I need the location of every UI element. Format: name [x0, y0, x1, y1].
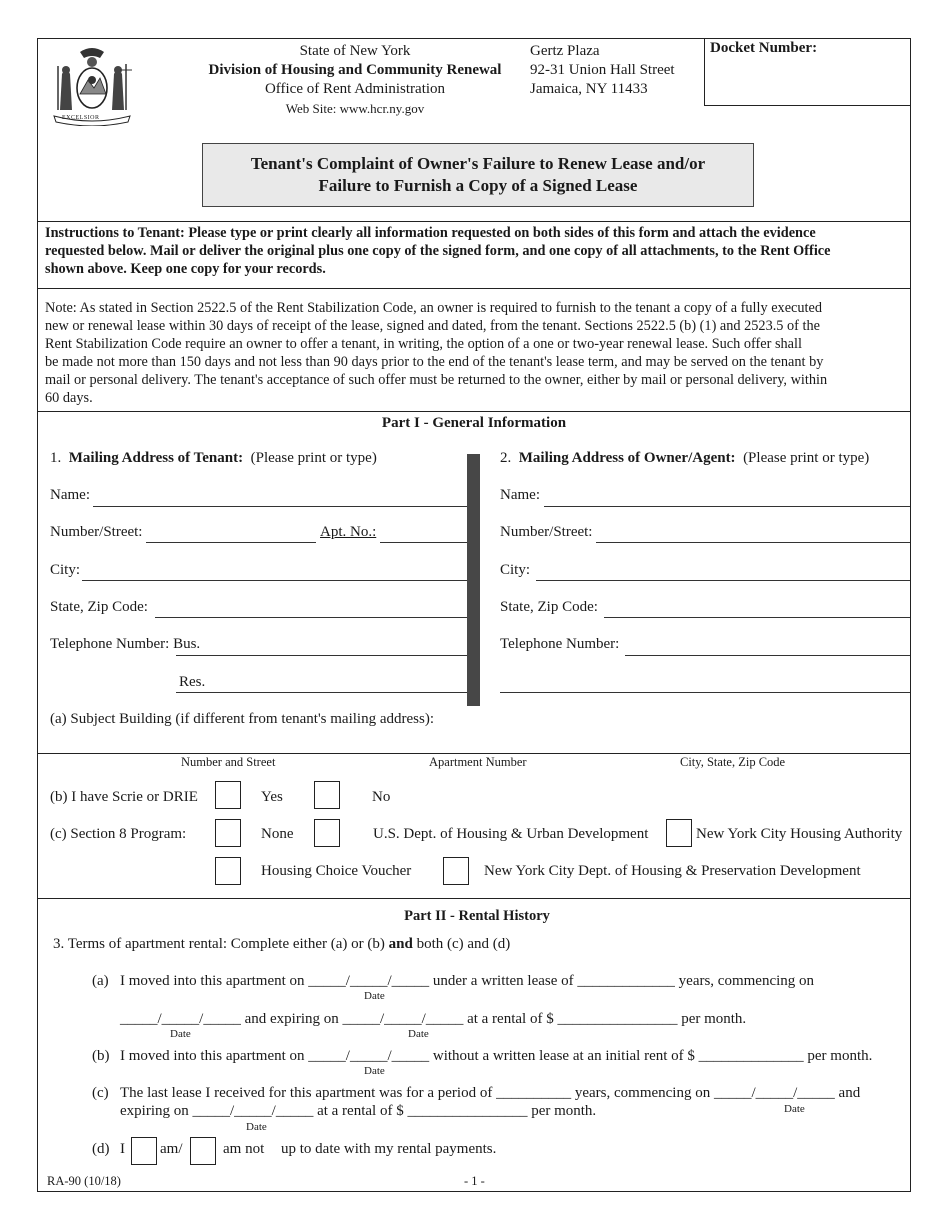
scrie-yes-label: Yes	[261, 789, 283, 805]
address-line-3: Jamaica, NY 11433	[530, 81, 648, 97]
form-title	[202, 143, 754, 207]
tenant-tel-res-field[interactable]	[176, 692, 467, 693]
docket-number-box[interactable]	[704, 38, 911, 106]
date-caption: Date	[170, 1028, 191, 1040]
tenant-city-label: City:	[50, 562, 81, 578]
scrie-label: (b) I have Scrie or DRIE	[50, 789, 198, 805]
office-address	[530, 42, 675, 99]
owner-address-heading	[500, 450, 869, 467]
note-line: be made not more than 150 days and not less than 90 days prior to the end of the tenant's lease term, and may be served on the tenant by	[45, 354, 824, 370]
date-caption: Date	[364, 1065, 385, 1077]
subject-building-label: (a) Subject Building (if different from tenant's mailing address):	[50, 711, 434, 727]
page-number: - 1 -	[464, 1174, 485, 1188]
section-number: 1.	[50, 450, 62, 466]
tenant-apt-field[interactable]	[380, 542, 467, 543]
ny-state-seal-icon	[44, 44, 140, 126]
title-line-2: Failure to Furnish a Copy of a Signed Lease	[318, 176, 638, 195]
col-city-label: City, State, Zip Code	[680, 755, 786, 769]
owner-tel-label: Telephone Number:	[500, 636, 620, 652]
note-line: 60 days.	[45, 390, 93, 406]
section8-label: (c) Section 8 Program:	[50, 826, 187, 842]
section8-nycha-label: New York City Housing Authority	[696, 826, 903, 842]
tenant-state-zip-field[interactable]	[155, 617, 467, 618]
instructions-line: shown above. Keep one copy for your records.	[45, 261, 326, 277]
hint: (Please print or type)	[250, 450, 377, 466]
address-line-1: Gertz Plaza	[530, 43, 600, 59]
tenant-street-field[interactable]	[146, 542, 316, 543]
form-id: RA-90 (10/18)	[47, 1174, 121, 1188]
tenant-name-label: Name:	[50, 487, 90, 503]
q3b-label: (b)	[92, 1048, 110, 1064]
note	[45, 299, 903, 407]
tenant-apt-label: Apt. No.:	[320, 524, 377, 540]
divider	[37, 221, 911, 222]
hint: (Please print or type)	[743, 450, 870, 466]
note-line: Note: As stated in Section 2522.5 of the Rent Stabilization Code, an owner is required to furnish to the tenant a copy of a fully executed	[45, 300, 823, 316]
q3d-label: (d)	[92, 1141, 110, 1157]
date-caption: Date	[364, 990, 385, 1002]
q3a-line-2[interactable]: _____/_____/_____ and expiring on _____/_____/_____ at a rental of $ ________________ per month.	[120, 1011, 747, 1027]
title-line-1: Tenant's Complaint of Owner's Failure to Renew Lease and/or	[250, 154, 706, 173]
heading: Mailing Address of Tenant:	[68, 450, 244, 466]
am-not-label: am not	[223, 1141, 265, 1157]
note-line: mail or personal delivery. The tenant's acceptance of such offer must be returned to the owner, either by mail or personal delivery, within	[45, 372, 828, 388]
owner-street-field[interactable]	[596, 542, 910, 543]
q3-and: and	[388, 936, 413, 952]
q3d-i: I	[120, 1141, 125, 1157]
scrie-no-label: No	[372, 789, 391, 805]
instructions-line: requested below. Mail or deliver the original plus one copy of the signed form, and one copy of all attachments, to the Rent Office	[45, 243, 831, 259]
q3a-line-1[interactable]: I moved into this apartment on _____/_____/_____ under a written lease of _____________ years, commencing on	[120, 973, 815, 989]
divider	[37, 288, 911, 289]
section8-hud-label: U.S. Dept. of Housing & Urban Development	[373, 826, 649, 842]
date-caption: Date	[246, 1121, 267, 1133]
am-not-checkbox[interactable]	[190, 1137, 216, 1165]
section8-hcv-label: Housing Choice Voucher	[261, 863, 412, 879]
owner-name-label: Name:	[500, 487, 540, 503]
owner-name-field[interactable]	[544, 506, 910, 507]
website: Web Site: www.hcr.ny.gov	[285, 101, 425, 116]
instructions	[45, 224, 903, 278]
part2-title: Part II - Rental History	[404, 908, 550, 924]
tenant-address-heading	[50, 450, 377, 467]
owner-state-zip-label: State, Zip Code:	[500, 599, 598, 615]
note-line: new or renewal lease within 30 days of receipt of the lease, signed and dated, from the tenant. Sections 2522.5 (b) (1) and 2523.5 of the	[45, 318, 820, 334]
tenant-tel-res-label: Res.	[179, 674, 206, 690]
q3-text-end: both (c) and (d)	[416, 936, 511, 952]
tenant-street-label: Number/Street:	[50, 524, 143, 540]
q3c-line-1[interactable]: The last lease I received for this apartment was for a period of __________ years, commencing on _____/_____/_____ and	[120, 1085, 861, 1101]
q3-text: 3. Terms of apartment rental: Complete either (a) or (b)	[53, 936, 385, 952]
agency-header	[190, 42, 520, 118]
instructions-line: Instructions to Tenant: Please type or print clearly all information requested on both sides of this form and attach the evidence	[45, 225, 816, 241]
section8-nycha-checkbox[interactable]	[666, 819, 692, 847]
subject-building-field[interactable]	[37, 753, 911, 754]
owner-state-zip-field[interactable]	[604, 617, 910, 618]
section8-hcv-checkbox[interactable]	[215, 857, 241, 885]
column-separator	[467, 454, 480, 706]
col-apt-label: Apartment Number	[429, 755, 527, 769]
tenant-tel-bus-label: Telephone Number: Bus.	[50, 636, 201, 652]
owner-city-label: City:	[500, 562, 531, 578]
section8-none-checkbox[interactable]	[215, 819, 241, 847]
q3c-line-2[interactable]: expiring on _____/_____/_____ at a rental of $ ________________ per month.	[120, 1103, 597, 1119]
section8-hpd-checkbox[interactable]	[443, 857, 469, 885]
divider	[37, 898, 911, 899]
date-caption: Date	[784, 1103, 805, 1115]
tenant-state-zip-label: State, Zip Code:	[50, 599, 148, 615]
q3d-rest: up to date with my rental payments.	[281, 1141, 497, 1157]
q3a-label: (a)	[92, 973, 109, 989]
q3c-label: (c)	[92, 1085, 109, 1101]
division-name: Division of Housing and Community Renewal	[208, 62, 502, 78]
section8-hud-checkbox[interactable]	[314, 819, 340, 847]
section8-hpd-label: New York City Dept. of Housing & Preservation Development	[484, 863, 861, 879]
heading: Mailing Address of Owner/Agent:	[518, 450, 736, 466]
section8-none-label: None	[261, 826, 294, 842]
section-number: 2.	[500, 450, 512, 466]
owner-city-field[interactable]	[536, 580, 910, 581]
date-caption: Date	[408, 1028, 429, 1040]
am-checkbox[interactable]	[131, 1137, 157, 1165]
q3-intro	[53, 936, 510, 953]
tenant-name-field[interactable]	[93, 506, 467, 507]
office-name: Office of Rent Administration	[264, 81, 446, 97]
part1-title: Part I - General Information	[381, 415, 567, 431]
owner-tel-field[interactable]	[625, 655, 910, 656]
scrie-yes-checkbox[interactable]	[215, 781, 241, 809]
docket-label: Docket Number:	[710, 40, 818, 56]
address-line-2: 92-31 Union Hall Street	[530, 62, 675, 78]
col-street-label: Number and Street	[181, 755, 276, 769]
seal-motto: EXCELSIOR	[62, 115, 100, 121]
owner-street-label: Number/Street:	[500, 524, 593, 540]
state-name: State of New York	[299, 43, 411, 59]
tenant-tel-bus-field[interactable]	[176, 655, 467, 656]
tenant-city-field[interactable]	[82, 580, 467, 581]
divider	[37, 411, 911, 412]
scrie-no-checkbox[interactable]	[314, 781, 340, 809]
q3b-line[interactable]: I moved into this apartment on _____/_____/_____ without a written lease at an initial rent of $ ______________ per month.	[120, 1048, 873, 1064]
note-line: Rent Stabilization Code require an owner to offer a tenant, in writing, the option of a one or two-year renewal lease. Such offer shall	[45, 336, 802, 352]
am-label: am/	[160, 1141, 183, 1157]
owner-extra-field[interactable]	[500, 692, 910, 693]
